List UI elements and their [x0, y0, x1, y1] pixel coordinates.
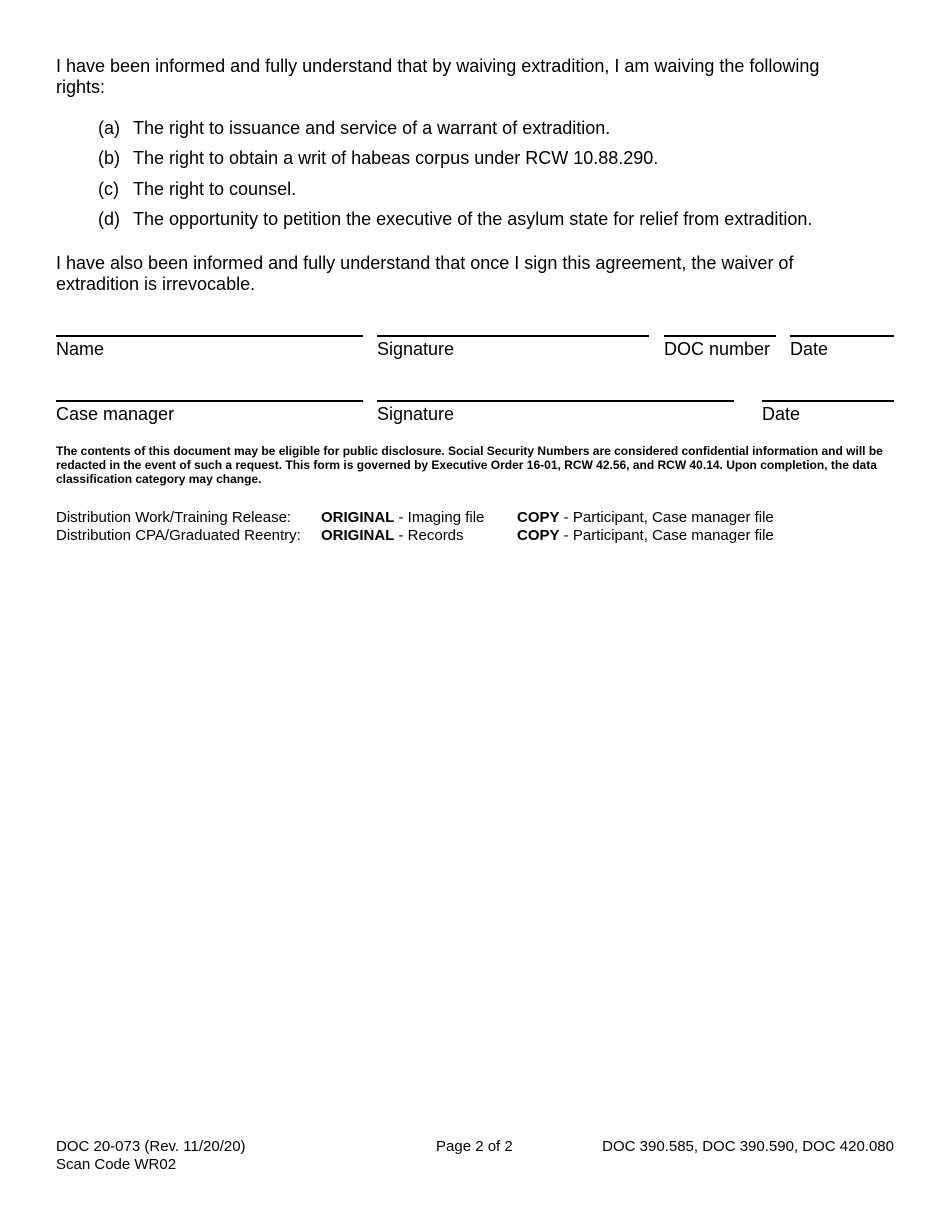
rights-list-item: [98, 179, 296, 200]
distribution-label: Distribution CPA/Graduated Reentry:: [56, 527, 301, 544]
irrevocable-paragraph: I have also been informed and fully understand that once I sign this agreement, the waiver of extradition is irrevocable.: [56, 253, 794, 294]
signature-label: Signature: [377, 404, 455, 424]
page-number: Page 2 of 2: [436, 1138, 513, 1155]
date-line[interactable]: [790, 335, 894, 337]
rights-item-label: (b): [98, 148, 120, 168]
doc-number-line[interactable]: [664, 335, 776, 337]
copy-destination: - Participant, Case manager file: [559, 509, 774, 526]
date-label: Date: [790, 339, 829, 359]
distribution-copy: [517, 527, 774, 545]
participant-signature-line[interactable]: [377, 335, 649, 337]
copy-keyword: COPY: [517, 509, 560, 526]
rights-item-label: (a): [98, 118, 120, 138]
waiver-intro-paragraph: I have been informed and fully understand that by waiving extradition, I am waiving the following rights:: [56, 56, 820, 97]
distribution-copy: [517, 509, 774, 527]
distribution-label: Distribution Work/Training Release:: [56, 509, 292, 526]
rights-item-text: The right to obtain a writ of habeas corpus under RCW 10.88.290.: [133, 148, 659, 168]
disclosure-notice: The contents of this document may be eligible for public disclosure. Social Security Numbers are considered confidential information and will be redacted in the event of such a request. This form is governed by Executive Order 16-01, RCW 42.56, and RCW 40.14. Upon completion, the data classification category may change.: [56, 444, 883, 486]
rights-item-text: The right to issuance and service of a warrant of extradition.: [133, 118, 611, 138]
scan-code: Scan Code WR02: [56, 1156, 177, 1173]
policy-references: DOC 390.585, DOC 390.590, DOC 420.080: [602, 1138, 894, 1155]
case-manager-date-line[interactable]: [762, 400, 894, 402]
rights-item-text: The right to counsel.: [133, 179, 297, 199]
form-id: DOC 20-073 (Rev. 11/20/20): [56, 1138, 246, 1155]
rights-item-text: The opportunity to petition the executive of the asylum state for relief from extradition.: [133, 209, 813, 229]
case-manager-line[interactable]: [56, 400, 363, 402]
case-manager-signature-line[interactable]: [377, 400, 734, 402]
case-manager-label: Case manager: [56, 404, 175, 424]
distribution-original: [321, 527, 464, 545]
rights-item-label: (d): [98, 209, 120, 229]
rights-list-item: [98, 118, 610, 139]
original-keyword: ORIGINAL: [321, 527, 395, 544]
original-destination: - Imaging file: [394, 509, 485, 526]
rights-list-item: [98, 148, 658, 169]
signature-label: Signature: [377, 339, 455, 359]
original-destination: - Records: [394, 527, 464, 544]
original-keyword: ORIGINAL: [321, 509, 395, 526]
distribution-original: [321, 509, 484, 527]
name-label: Name: [56, 339, 105, 359]
rights-list-item: [98, 209, 812, 230]
name-signature-line[interactable]: [56, 335, 363, 337]
copy-destination: - Participant, Case manager file: [559, 527, 774, 544]
rights-item-label: (c): [98, 179, 119, 199]
copy-keyword: COPY: [517, 527, 560, 544]
date-label: Date: [762, 404, 801, 424]
doc-number-label: DOC number: [664, 339, 771, 359]
